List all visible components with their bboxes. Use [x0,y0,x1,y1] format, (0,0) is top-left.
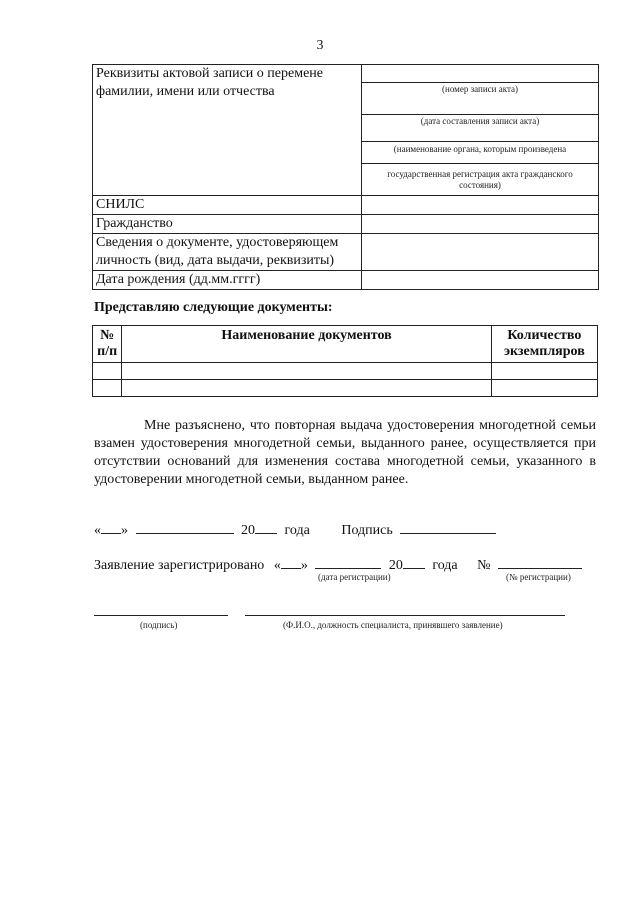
table-row[interactable] [93,380,598,397]
act-number-caption: (номер записи акта) [442,84,518,94]
act-date-caption: (дата составления записи акта) [420,116,540,126]
documents-table [92,325,598,397]
signature-caption: (подпись) [140,620,178,630]
specialist-rule[interactable] [245,615,565,616]
reg-day-blank[interactable] [281,555,301,569]
table-row[interactable] [93,363,598,380]
snils-field[interactable] [362,196,599,215]
reg-month-blank[interactable] [315,555,381,569]
reg-year-blank[interactable] [403,555,425,569]
col-number-header: № п/п [93,326,122,363]
documents-heading: Представляю следующие документы: [94,300,333,315]
id-document-field[interactable] [362,234,599,271]
signature-rule[interactable] [94,615,228,616]
col-name-header: Наименование документов [122,326,491,363]
registration-label: Заявление зарегистрировано [94,558,265,573]
signature-label: Подпись [341,523,393,538]
date-signature-line: « » 20 года Подпись [94,520,496,539]
birth-date-label: Дата рождения (дд.мм.гггг) [93,271,362,290]
snils-label: СНИЛС [93,196,362,215]
signature-blank[interactable] [400,520,496,534]
month-blank[interactable] [136,520,234,534]
reg-number-caption: (№ регистрации) [506,572,571,582]
act-organ-caption-2: государственная регистрация акта гражданского состояния) [387,169,573,190]
col-quantity-header: Количество экземпляров [491,326,597,363]
statement-paragraph: Мне разъяснено, что повторная выдача удостоверения многодетной семьи взамен удостоверения многодетной семьи, выданного ранее, осуществляется при отсутствии оснований для изменения состава многодетной семьи, указанного в удостоверении многодетной семьи, выданном ранее. [94,418,596,487]
specialist-caption: (Ф.И.О., должность специалиста, принявшего заявление) [283,620,503,630]
citizenship-field[interactable] [362,215,599,234]
act-organ-caption-1: (наименование органа, которым произведена [393,144,567,154]
act-record-label: Реквизиты актовой записи о перемене фамилии, имени или отчества [93,65,362,196]
applicant-details-table [92,64,599,290]
act-record-fields [362,65,599,196]
day-blank[interactable] [101,520,121,534]
id-document-label: Сведения о документе, удостоверяющем личность (вид, дата выдачи, реквизиты) [93,234,362,271]
reg-number-blank[interactable] [498,555,582,569]
page-number: 3 [316,38,324,53]
year-blank[interactable] [255,520,277,534]
reg-date-caption: (дата регистрации) [318,572,391,582]
registration-line: Заявление зарегистрировано « » 20 года № [94,555,582,574]
citizenship-label: Гражданство [93,215,362,234]
birth-date-field[interactable] [362,271,599,290]
